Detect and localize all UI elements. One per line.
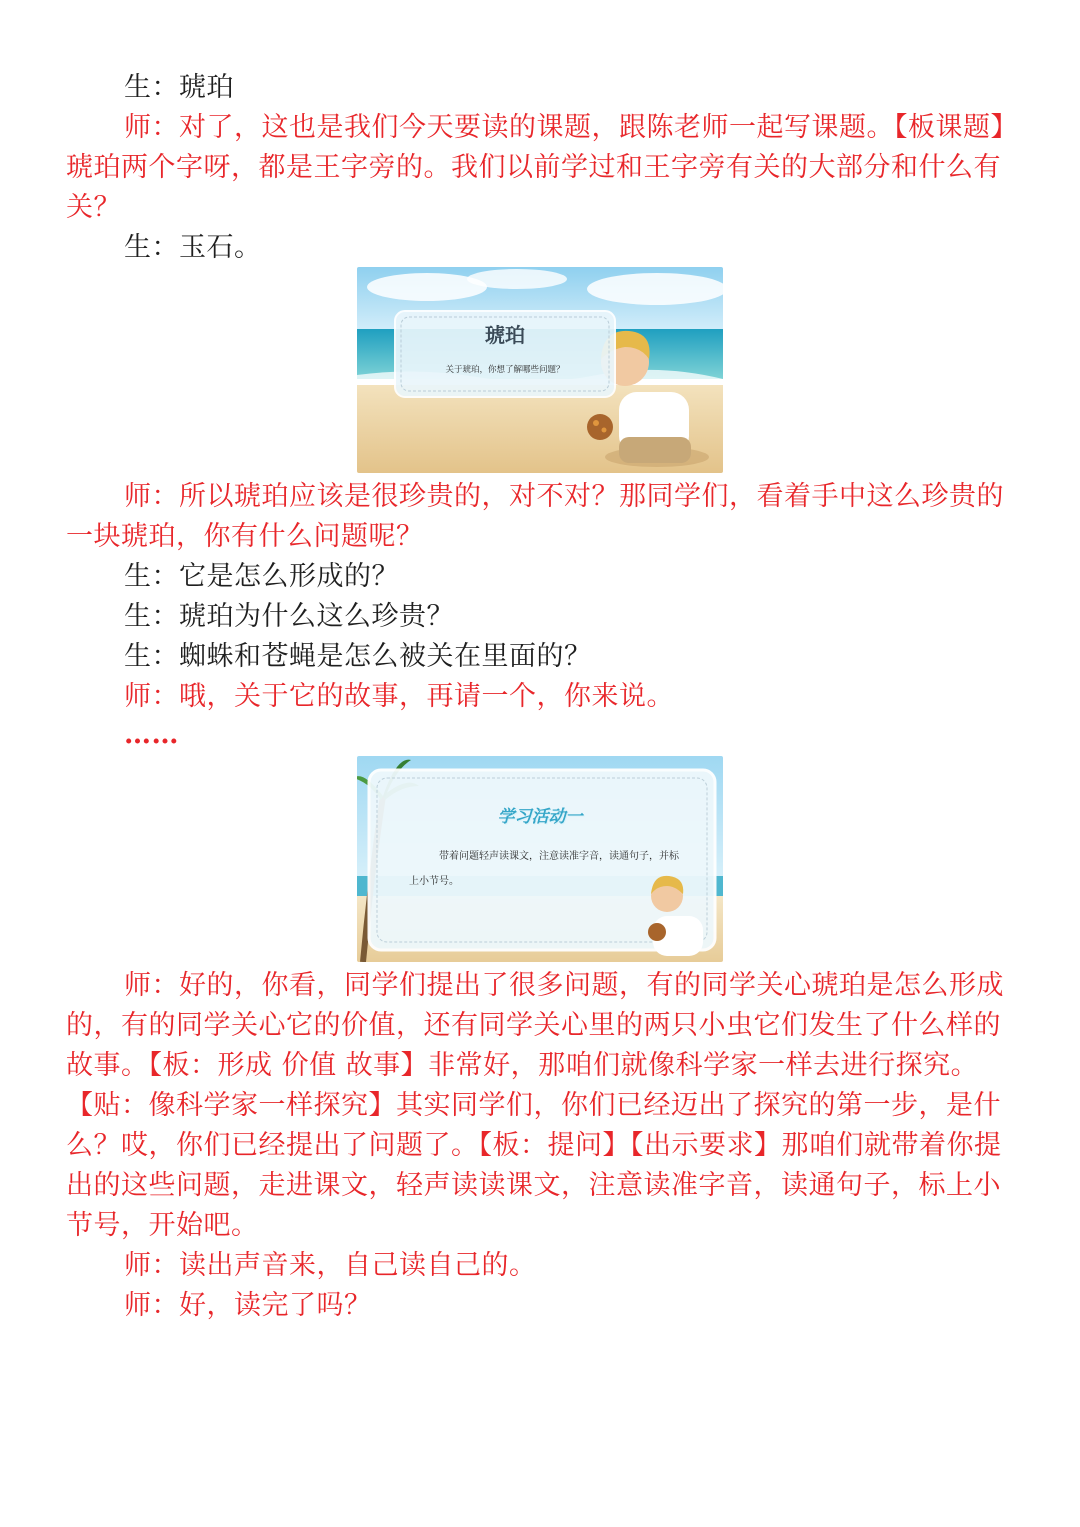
paragraph-student-5: 生：蜘蛛和苍蝇是怎么被关在里面的？ (124, 641, 592, 672)
slide-image-activity (357, 756, 723, 962)
paragraph-teacher-1: 师：对了，这也是我们今天要读的课题，跟陈老师一起写课题。【板课题】琥珀两个字呀，都是王字旁的。我们以前学过和王字旁有关的大部分和什么有关？ (66, 112, 1005, 223)
paragraph-student-2: 生：玉石。 (124, 232, 262, 263)
paragraph-teacher-3: 师：哦，关于它的故事，再请一个，你来说。 (124, 681, 674, 712)
paragraph-teacher-2: 师：所以琥珀应该是很珍贵的，对不对？那同学们，看着手中这么珍贵的一块琥珀，你有什么问题呢？ (66, 481, 1004, 552)
ellipsis: …… (124, 719, 179, 750)
paragraph-teacher-6: 师：好，读完了吗？ (124, 1290, 372, 1321)
slide-title: 学习活动一 (497, 807, 583, 827)
paragraph-teacher-4: 师：好的，你看，同学们提出了很多问题，有的同学关心琥珀是怎么形成的，有的同学关心它的价值，还有同学关心里的两只小虫它们发生了什么样的故事。【板：形成 价值 故事】非常好，那咱们就像科学家一样去进行探究。【贴：像科学家一样探究】其实同学们，你们已经迈出了探究的第一步，是什么？哎，你们已经提出了问题了。【板：提问】【出示要求】那咱们就带着你提出的这些问题，走进课文，轻声读读课文，注意读准字音，读通句子，标上小节号，开始吧。 (66, 970, 1004, 1241)
paragraph-teacher-5: 师：读出声音来，自己读自己的。 (124, 1250, 537, 1281)
slide-title: 琥珀 (485, 323, 525, 347)
paragraph-student-4: 生：琥珀为什么这么珍贵？ (124, 601, 454, 632)
slide-image-amber (357, 267, 723, 473)
slide-body: 带着问题轻声读课文，注意读准字音，读通句子，并标上小节号。 (409, 851, 679, 887)
slide-subtitle: 关于琥珀，你想了解哪些问题？ (445, 365, 565, 375)
paragraph-student-3: 生：它是怎么形成的？ (124, 561, 399, 592)
paragraph-student-1: 生：琥珀 (124, 72, 234, 103)
